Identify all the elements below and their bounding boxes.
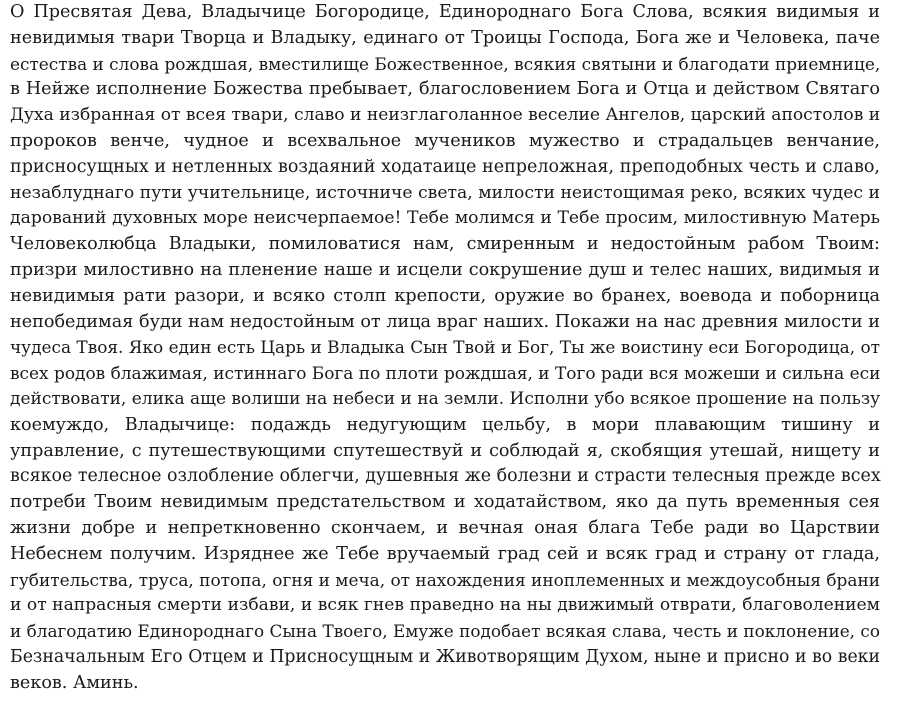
text-line: всякое телесное озлобление облегчи, душевныя же болезни и страсти телесныя прежде всех xyxy=(10,466,881,487)
text-line: коемуждо, Владычице: подаждь недугующим цельбу, в мори плавающим тишину и xyxy=(10,414,880,435)
text-line: действовати, елика аще волиши на небеси и на земли. Исполни убо всякое прошение на пользу xyxy=(10,388,881,409)
text-line: чудеса Твоя. Яко един есть Царь и Владыка Сын Твой и Бог, Ты же воистину еси Богородица, от xyxy=(10,337,880,358)
text-line: присносущных и нетленных воздаяний ходатаице непреложная, преподобных честь и славо, xyxy=(10,156,880,177)
text-line-last: веков. Аминь. xyxy=(10,672,139,693)
text-line: управление, с путешествующими спутешествуй и соблюдай я, скобящия утешай, нищету и xyxy=(10,440,880,461)
text-line: невидимыя твари Творца и Владыку, единаго от Троицы Господа, Бога же и Человека, паче xyxy=(10,27,880,48)
text-line: Человеколюбца Владыки, помиловатися нам, смиренным и недостойным рабом Твоим: xyxy=(10,234,880,255)
text-line: в Нейже исполнение Божества пребывает, благословением Бога и Отца и действом Святаго xyxy=(10,79,880,100)
text-line: О Пресвятая Дева, Владычице Богородице, Единороднаго Бога Слова, всякия видимыя и xyxy=(10,2,880,22)
text-line: невидимыя рати разори, и всяко столп крепости, оружие во бранех, воевода и поборница xyxy=(10,285,880,306)
text-line: Безначальным Его Отцем и Присносущным и Животворящим Духом, ныне и присно и во веки xyxy=(10,646,880,667)
text-line: Духа избранная от всея твари, славо и неизглаголанное веселие Ангелов, царский апостолов и xyxy=(10,105,881,126)
text-line: естества и слова рождшая, вместилище Божественное, всякия святыни и благодати приемнице, xyxy=(10,53,881,74)
text-line: непобедимая буди нам недостойным от лица враг наших. Покажи на нас древния милости и xyxy=(10,311,880,332)
text-line: незаблуднаго пути учительнице, источниче света, милости неистощимая реко, всяких чудес и xyxy=(10,182,880,203)
text-line: потреби Твоим невидимым предстательством и ходатайством, яко да путь временныя сея xyxy=(10,492,880,513)
text-line: Небеснем получим. Изряднее же Тебе вручаемый град сей и всяк град и страну от глада, xyxy=(10,543,880,564)
text-line: дарований духовных море неисчерпаемое! Тебе молимся и Тебе просим, милостивную Матерь xyxy=(10,208,880,229)
text-line: жизни добре и непреткновенно скончаем, и вечная оная блага Тебе ради во Царствии xyxy=(10,517,880,538)
prayer-text xyxy=(10,0,880,697)
text-line: и от напрасныя смерти избави, и всяк гнев праведно на ны движимый отврати, благоволением xyxy=(10,595,880,616)
text-line: всех родов блажимая, истиннаго Бога по плоти рождшая, и Того ради вся можеши и сильна еси xyxy=(10,363,881,384)
text-line: пророков венче, чудное и всехвальное мучеников мужество и страдальцев венчание, xyxy=(10,130,880,151)
text-line: и благодатию Единороднаго Сына Твоего, Емуже подобает всякая слава, честь и поклонение, со xyxy=(10,621,880,642)
text-line: губительства, труса, потопа, огня и меча, от нахождения иноплеменных и междоусобныя брани xyxy=(10,569,880,590)
text-line: призри милостивно на пленение наше и исцели сокрушение душ и телес наших, видимыя и xyxy=(10,259,880,280)
